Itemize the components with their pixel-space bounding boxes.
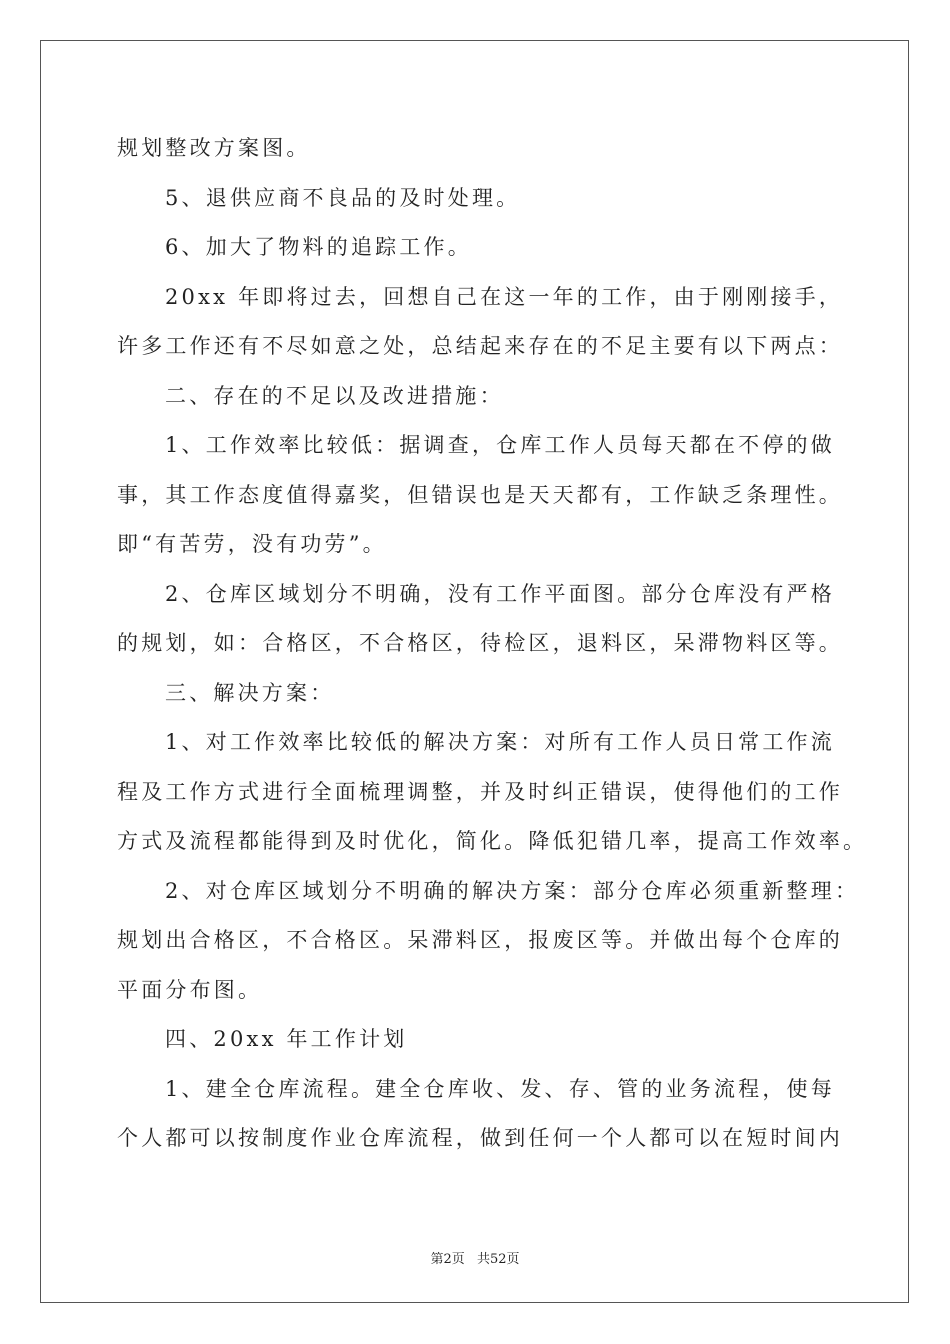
text-line: 四、20xx 年工作计划 [165, 1027, 408, 1051]
page-footer [0, 1248, 950, 1267]
document-body [117, 124, 868, 1164]
text-line: 方式及流程都能得到及时优化，简化。降低犯错几率，提高工作效率。 [117, 829, 868, 853]
text-line: 的规划，如：合格区，不合格区，待检区，退料区，呆滞物料区等。 [117, 631, 843, 655]
text-line: 个人都可以按制度作业仓库流程，做到任何一个人都可以在短时间内 [117, 1126, 843, 1150]
text-line: 6、加大了物料的追踪工作。 [165, 235, 472, 259]
text-line: 即“有苦劳，没有功劳”。 [117, 532, 387, 556]
text-line: 许多工作还有不尽如意之处，总结起来存在的不足主要有以下两点： [117, 334, 843, 358]
text-line: 规划出合格区，不合格区。呆滞料区，报废区等。并做出每个仓库的 [117, 928, 843, 952]
text-line: 1、对工作效率比较低的解决方案：对所有工作人员日常工作流 [165, 730, 835, 754]
text-line: 二、存在的不足以及改进措施： [165, 383, 504, 408]
text-line: 2、仓库区域划分不明确，没有工作平面图。部分仓库没有严格 [165, 581, 835, 606]
page-number: 第2页 [430, 1252, 465, 1267]
text-line: 事，其工作态度值得嘉奖，但错误也是天天都有，工作缺乏条理性。 [117, 482, 843, 507]
text-line: 三、解决方案： [165, 680, 335, 705]
text-line: 程及工作方式进行全面梳理调整，并及时纠正错误，使得他们的工作 [117, 779, 843, 804]
text-line: 规划整改方案图。 [117, 136, 311, 160]
text-line: 20xx 年即将过去，回想自己在这一年的工作，由于刚刚接手， [165, 284, 844, 309]
text-line: 1、建全仓库流程。建全仓库收、发、存、管的业务流程，使每 [165, 1076, 835, 1101]
text-line: 2、对仓库区域划分不明确的解决方案：部分仓库必须重新整理： [165, 878, 860, 903]
text-line: 1、工作效率比较低：据调查，仓库工作人员每天都在不停的做 [165, 433, 835, 457]
text-line: 5、退供应商不良品的及时处理。 [165, 185, 521, 210]
total-pages: 共52页 [476, 1252, 520, 1267]
text-line: 平面分布图。 [117, 977, 263, 1002]
